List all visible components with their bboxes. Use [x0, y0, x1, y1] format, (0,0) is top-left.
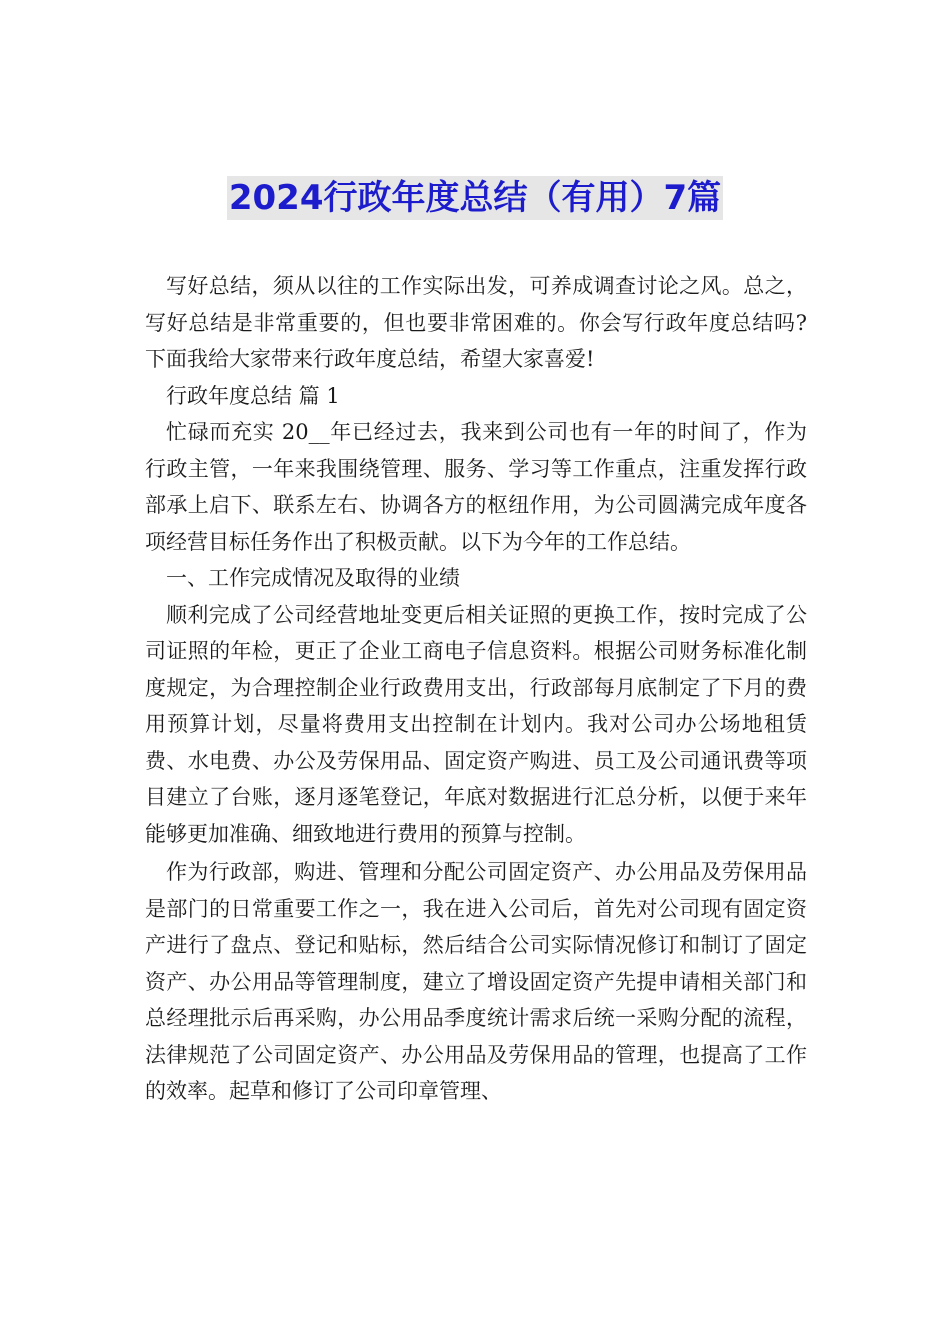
body-paragraph: 顺利完成了公司经营地址变更后相关证照的更换工作，按时完成了公司证照的年检，更正了企业工商电子信息资料。根据公司财务标准化制度规定，为合理控制企业行政费用支出，行政部每月底制定了下月的费用预算计划，尽量将费用支出控制在计划内。我对公司办公场地租赁费、水电费、办公及劳保用品、固定资产购进、员工及公司通讯费等项目建立了台账，逐月逐笔登记，年底对数据进行汇总分析，以便于来年能够更加准确、细致地进行费用的预算与控制。: [145, 602, 807, 846]
body-paragraph: 作为行政部，购进、管理和分配公司固定资产、办公用品及劳保用品是部门的日常重要工作之一，我在进入公司后，首先对公司现有固定资产进行了盘点、登记和贴标，然后结合公司实际情况修订和制订了固定资产、办公用品等管理制度，建立了增设固定资产先提申请相关部门和总经理批示后再采购，办公用品季度统计需求后统一采购分配的流程，法律规范了公司固定资产、办公用品及劳保用品的管理，也提高了工作的效率。起草和修订了公司印章管理、: [145, 860, 807, 1103]
body-paragraph: 忙碌而充实 20__年已经过去，我来到公司也有一年的时间了，作为行政主管，一年来我围绕管理、服务、学习等工作重点，注重发挥行政部承上启下、联系左右、协调各方的枢纽作用，为公司圆满完成年度各项经营目标任务作出了积极贡献。以下为今年的工作总结。: [145, 420, 807, 554]
intro-paragraph: 写好总结，须从以往的工作实际出发，可养成调查讨论之风。总之，写好总结是非常重要的，但也要非常困难的。你会写行政年度总结吗?下面我给大家带来行政年度总结，希望大家喜爱!: [145, 274, 807, 371]
title-container: [0, 176, 950, 220]
section-heading-part1: 行政年度总结 篇 1: [166, 383, 340, 408]
document-title: 2024行政年度总结（有用）7篇: [228, 178, 722, 218]
subsection-heading: 一、工作完成情况及取得的业绩: [166, 566, 460, 590]
document-body: [145, 268, 807, 1110]
